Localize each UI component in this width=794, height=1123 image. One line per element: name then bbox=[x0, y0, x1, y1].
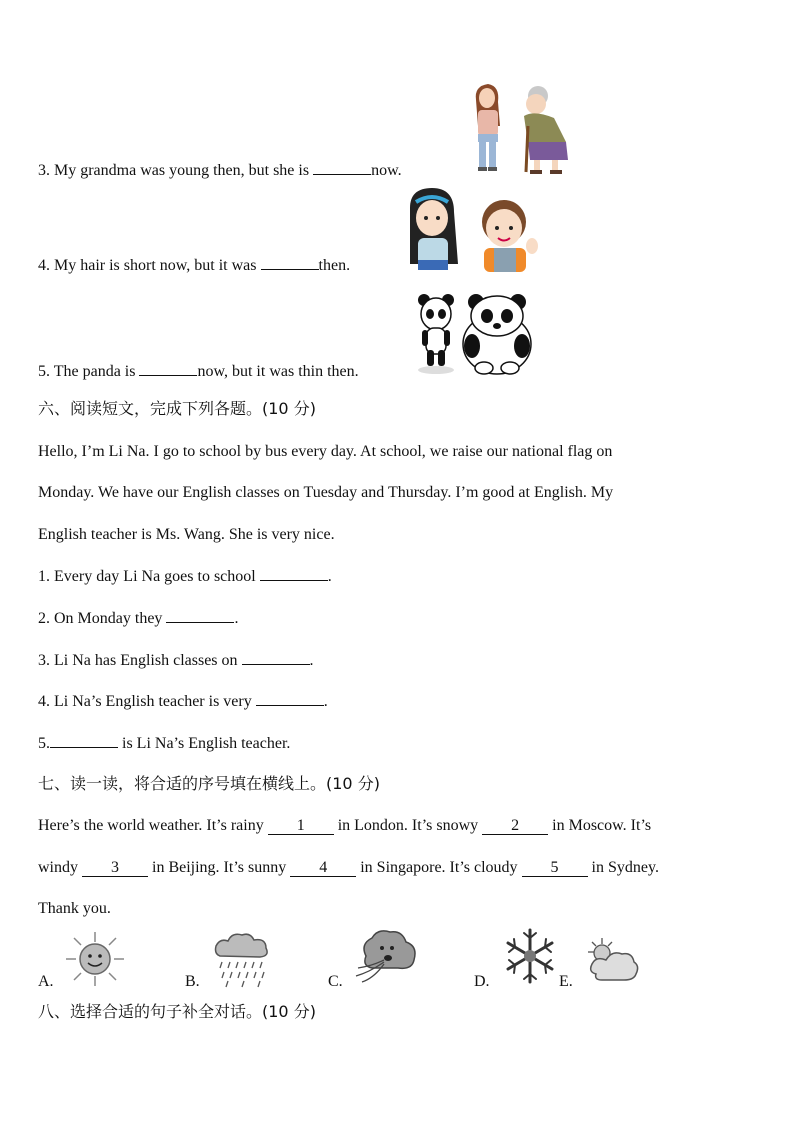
option-d-label: D. bbox=[474, 973, 490, 990]
rain-cloud-icon bbox=[210, 932, 272, 988]
answer-blank[interactable] bbox=[260, 566, 328, 581]
answer-blank[interactable] bbox=[50, 733, 118, 748]
sun-icon bbox=[64, 930, 126, 988]
question-4: 4. My hair is short now, but it was then. bbox=[38, 257, 351, 274]
answer-blank[interactable] bbox=[139, 361, 197, 376]
fill-blank-2[interactable]: 2 bbox=[482, 818, 548, 835]
thin-and-fat-panda-illustration bbox=[414, 290, 532, 376]
section-6-heading: 六、阅读短文，完成下列各题。(10 分) bbox=[38, 399, 316, 418]
fill-blank-1[interactable]: 1 bbox=[268, 818, 334, 835]
thank-you-line: Thank you. bbox=[38, 900, 111, 917]
reading-question-1: 1. Every day Li Na goes to school . bbox=[38, 568, 332, 585]
passage-line-2: Monday. We have our English classes on Tuesday and Thursday. I’m good at English. My bbox=[38, 484, 614, 501]
question-5: 5. The panda is now, but it was thin then. bbox=[38, 363, 359, 380]
weather-line-1: Here’s the world weather. It’s rainy 1 in London. It’s snowy 2 in Moscow. It’s bbox=[38, 817, 652, 834]
answer-blank[interactable] bbox=[256, 691, 324, 706]
section-7-heading: 七、读一读，将合适的序号填在横线上。(10 分) bbox=[38, 774, 380, 793]
weather-line-2: windy 3 in Beijing. It’s sunny 4 in Singapore. It’s cloudy 5 in Sydney. bbox=[38, 859, 659, 876]
snowflake-icon bbox=[502, 926, 558, 986]
section-8-heading: 八、选择合适的句子补全对话。(10 分) bbox=[38, 1002, 316, 1021]
girl-and-boy-illustration bbox=[404, 188, 540, 272]
reading-question-2: 2. On Monday they . bbox=[38, 610, 239, 627]
cloudy-sun-icon bbox=[584, 936, 640, 986]
option-a-label: A. bbox=[38, 973, 54, 990]
option-e-label: E. bbox=[559, 973, 573, 990]
reading-question-5: 5. is Li Na’s English teacher. bbox=[38, 735, 291, 752]
passage-line-3: English teacher is Ms. Wang. She is very nice. bbox=[38, 526, 335, 543]
wind-cloud-icon bbox=[352, 926, 420, 984]
option-c-label: C. bbox=[328, 973, 343, 990]
girl-and-grandma-illustration bbox=[468, 82, 576, 176]
option-b-label: B. bbox=[185, 973, 200, 990]
reading-question-3: 3. Li Na has English classes on . bbox=[38, 652, 314, 669]
answer-blank[interactable] bbox=[166, 608, 234, 623]
answer-blank[interactable] bbox=[261, 255, 319, 270]
answer-blank[interactable] bbox=[242, 650, 310, 665]
passage-line-1: Hello, I’m Li Na. I go to school by bus every day. At school, we raise our national flag on bbox=[38, 443, 613, 460]
reading-question-4: 4. Li Na’s English teacher is very . bbox=[38, 693, 328, 710]
question-3: 3. My grandma was young then, but she is now. bbox=[38, 162, 402, 179]
fill-blank-3[interactable]: 3 bbox=[82, 860, 148, 877]
fill-blank-5[interactable]: 5 bbox=[522, 860, 588, 877]
fill-blank-4[interactable]: 4 bbox=[290, 860, 356, 877]
answer-blank[interactable] bbox=[313, 160, 371, 175]
